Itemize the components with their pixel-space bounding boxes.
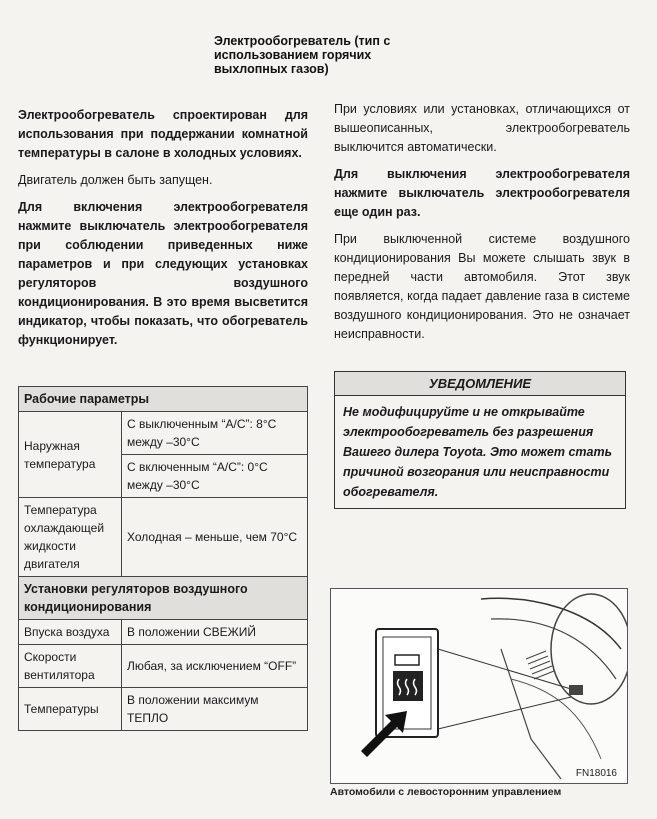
title-line-2: использованием горячих [214, 48, 372, 62]
title-line-3: выхлопных газов) [214, 62, 329, 76]
operating-parameters-table [18, 386, 308, 731]
engine-note: Двигатель должен быть запущен. [18, 173, 213, 187]
figure-caption: Автомобили с левосторонним управлением [330, 786, 562, 798]
notice-title: УВЕДОМЛЕНИЕ [335, 372, 625, 396]
section-operating-parameters: Рабочие параметры [19, 387, 308, 412]
coolant-temp-label: Температура охлаждающей жидкости двигателя [19, 498, 122, 577]
section-ac-settings: Установки регуляторов воздушного кондиционирования [19, 577, 308, 620]
section-title [214, 34, 474, 76]
right-column [334, 100, 630, 352]
left-column [18, 106, 308, 358]
temperature-value: В положении максимум ТЕПЛО [122, 688, 308, 731]
ac-on-condition: С включенным “A/C”: 0°С между –30°С [122, 455, 308, 498]
ac-sound-note: При выключенной системе воздушного кондиционирования Вы можете слышать звук в передней части автомобиля. Этот звук появляется, когда падает давление газа в системе воздушного кондиционирования. Это не означает неисправности. [334, 232, 630, 341]
intro-paragraph: Электрообогреватель спроектирован для использования при поддержании комнатной температуры в салоне в холодных условиях. [18, 108, 308, 160]
intake-value: В положении СВЕЖИЙ [122, 620, 308, 645]
turn-off-instructions: Для выключения электрообогревателя нажмите выключатель электрообогревателя еще один раз. [334, 167, 630, 219]
fan-speed-value: Любая, за исключением “OFF” [122, 645, 308, 688]
notice-text: Не модифицируйте и не открывайте электрообогреватель без разрешения Вашего дилера Toyota. Это может стать причиной возгорания или неисправности обогревателя. [343, 405, 613, 499]
turn-on-instructions: Для включения электрообогревателя нажмите выключатель электрообогревателя при соблюдении приведенных ниже параметров и при следующих установках регуляторов воздушного кондиционирования. В это время высветится индикатор, чтобы показать, что обогреватель функционирует. [18, 200, 308, 347]
coolant-temp-value: Холодная – меньше, чем 70°С [122, 498, 308, 577]
temperature-label: Температуры [19, 688, 122, 731]
auto-off-paragraph: При условиях или установках, отличающихся от вышеописанных, электрообогреватель выключится автоматически. [334, 102, 630, 154]
ac-off-condition: С выключенным “A/C”: 8°С между –30°С [122, 412, 308, 455]
notice-box [334, 371, 626, 509]
fan-speed-label: Скорости вентилятора [19, 645, 122, 688]
title-line-1: Электрообогреватель (тип с [214, 34, 391, 48]
figure-code: FN18016 [575, 768, 617, 779]
dashboard-drawing [331, 589, 627, 783]
heater-switch-illustration [330, 588, 628, 784]
intake-label: Впуска воздуха [19, 620, 122, 645]
outside-temp-label: Наружная температура [19, 412, 122, 498]
